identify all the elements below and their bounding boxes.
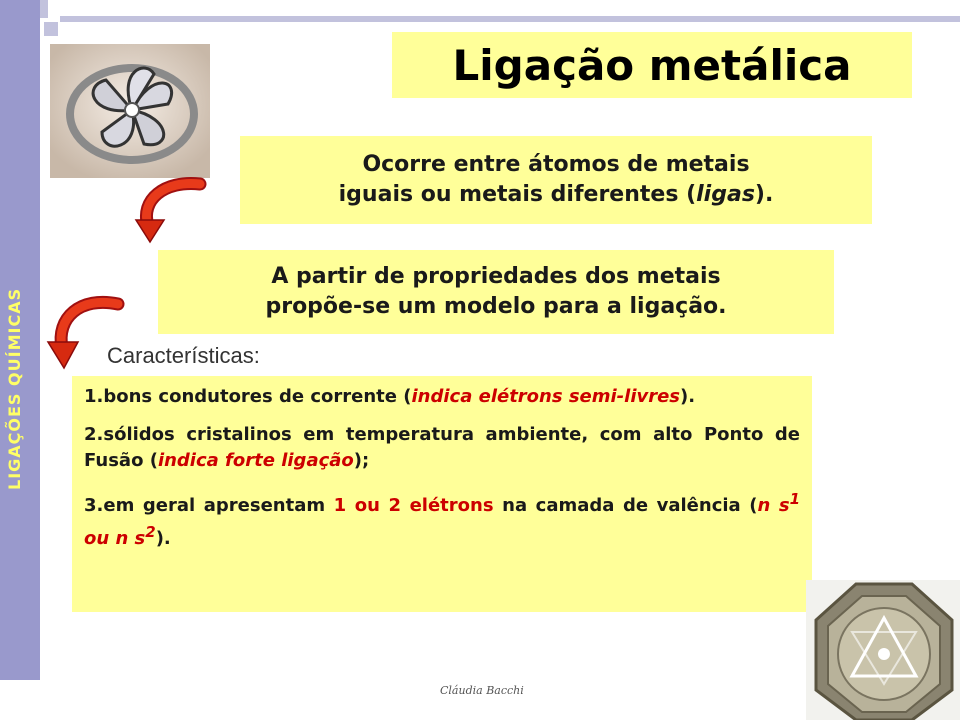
formula-b-sup: 2 bbox=[145, 523, 156, 541]
definition-box bbox=[240, 136, 872, 224]
top-rule bbox=[60, 16, 960, 22]
corner-square-light-2 bbox=[44, 22, 58, 36]
model-box bbox=[158, 250, 834, 334]
list-item bbox=[84, 486, 800, 552]
page-title: Ligação metálica bbox=[452, 40, 852, 90]
octagon-plaque-image bbox=[806, 580, 960, 720]
item-text: 1.bons condutores de corrente ( bbox=[84, 386, 412, 407]
list-item bbox=[84, 422, 800, 474]
definition-end: ). bbox=[754, 182, 774, 207]
item-text-mid: na camada de valência ( bbox=[493, 495, 758, 516]
model-line-1: A partir de propriedades dos metais bbox=[271, 264, 721, 289]
item-end: ); bbox=[353, 450, 370, 471]
characteristics-list bbox=[72, 376, 812, 612]
definition-line-1: Ocorre entre átomos de metais bbox=[362, 152, 750, 177]
definition-line-2 bbox=[339, 180, 774, 210]
item-note: indica forte ligação bbox=[157, 450, 354, 471]
ligas-term: ligas bbox=[696, 182, 755, 207]
item-end: ). bbox=[155, 528, 171, 549]
formula-sep: ou bbox=[84, 528, 116, 549]
formula-b: n s bbox=[115, 528, 146, 549]
ring-photo bbox=[50, 44, 210, 178]
formula-a: n s bbox=[757, 495, 790, 516]
item-text: 3.em geral apresentam bbox=[84, 495, 334, 516]
definition-text: iguais ou metais diferentes ( bbox=[338, 182, 697, 207]
formula-a-sup: 1 bbox=[789, 490, 800, 508]
model-line-2: propõe-se um modelo para a ligação. bbox=[265, 294, 727, 319]
title-box bbox=[392, 32, 912, 98]
side-label: LIGAÇÕES QUÍMICAS bbox=[5, 287, 24, 490]
curved-arrow-icon bbox=[134, 176, 214, 246]
item-note: indica elétrons semi-livres bbox=[411, 386, 681, 407]
item-text: 2.sólidos cristalinos em temperatura ambiente, com alto Ponto de Fusão ( bbox=[84, 424, 800, 471]
item-end: ). bbox=[680, 386, 696, 407]
footer-author: Cláudia Bacchi bbox=[440, 684, 524, 697]
item-highlight: 1 ou 2 elétrons bbox=[333, 495, 494, 516]
characteristics-heading: Características: bbox=[107, 343, 260, 368]
list-item bbox=[84, 384, 800, 410]
